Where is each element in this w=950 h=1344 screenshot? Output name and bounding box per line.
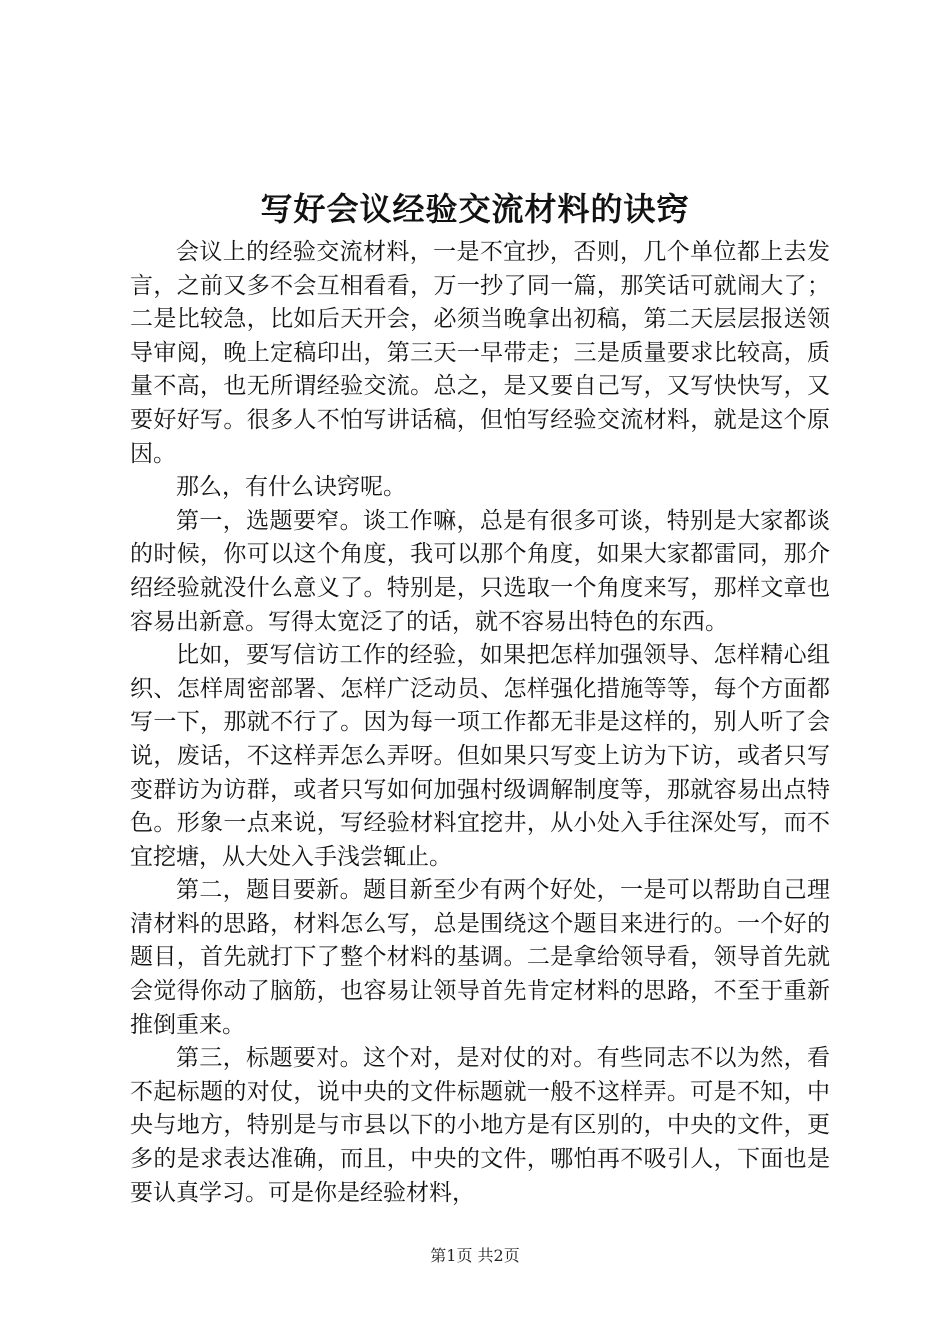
paragraph-question: 那么，有什么诀窍呢。 [176, 474, 406, 501]
paragraph-example: 比如，要写信访工作的经验，如果把怎样加强领导、怎样精心组织、怎样周密部署、怎样广泛动员、怎样强化措施等等，每个方面都写一下，那就不行了。因为每一项工作都无非是这样的，别人听了会说，废话，不这样弄怎么弄呀。但如果只写变上访为下访，或者只写变群访为访群，或者只写如何加强村级调解制度等，那就容易出点特色。形象一点来说，写经验材料宜挖井，从小处入手往深处写，而不宜挖塘，从大处入手浅尝辄止。 [130, 642, 830, 870]
paragraph-point-one: 第一，选题要窄。谈工作嘛，总是有很多可谈，特别是大家都谈的时候，你可以这个角度，我可以那个角度，如果大家都雷同，那介绍经验就没什么意义了。特别是，只选取一个角度来写，那样文章也容易出新意。写得太宽泛了的话，就不容易出特色的东西。 [130, 507, 830, 635]
paragraph-point-three: 第三，标题要对。这个对，是对仗的对。有些同志不以为然，看不起标题的对仗，说中央的文件标题就一般不这样弄。可是不知，中央与地方，特别是与市县以下的小地方是有区别的，中央的文件，更多的是求表达准确，而且，中央的文件，哪怕再不吸引人，下面也是要认真学习。可是你是经验材料， [130, 1045, 830, 1206]
document-body [130, 236, 830, 1210]
paragraph-point-two: 第二，题目要新。题目新至少有两个好处，一是可以帮助自己理清材料的思路，材料怎么写，总是围绕这个题目来进行的。一个好的题目，首先就打下了整个材料的基调。二是拿给领导看，领导首先就会觉得你动了脑筋，也容易让领导首先肯定材料的思路，不至于重新推倒重来。 [130, 877, 830, 1038]
paragraph-intro: 会议上的经验交流材料，一是不宜抄，否则，几个单位都上去发言，之前又多不会互相看看，万一抄了同一篇，那笑话可就闹大了；二是比较急，比如后天开会，必须当晚拿出初稿，第二天层层报送领导审阅，晚上定稿印出，第三天一早带走；三是质量要求比较高，质量不高，也无所谓经验交流。总之，是又要自己写，又写快快写，又要好好写。很多人不怕写讲话稿，但怕写经验交流材料，就是这个原因。 [130, 239, 830, 467]
page-number-footer: 第1页 共2页 [430, 1246, 520, 1265]
document-title: 写好会议经验交流材料的诀窍 [260, 190, 690, 228]
